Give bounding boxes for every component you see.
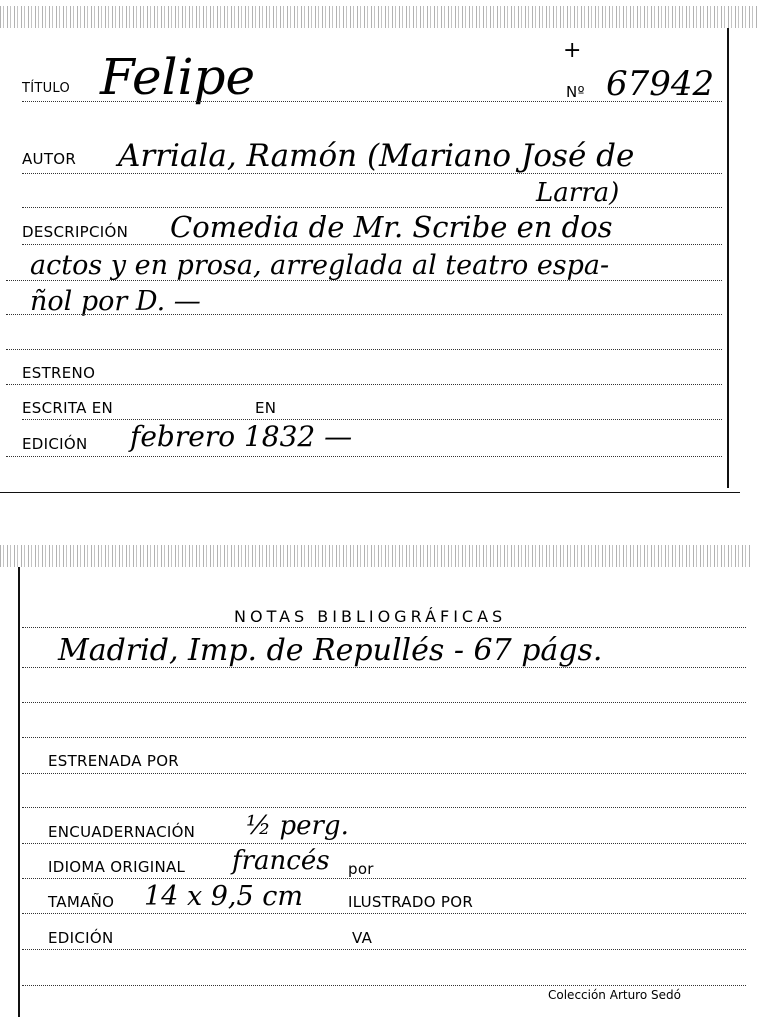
notas-bibliograficas-title: NOTAS BIBLIOGRÁFICAS [234,607,507,626]
estreno-label: ESTRENO [22,364,96,382]
escrita-en-rule [22,419,722,420]
descripcion-rule-1 [22,244,722,245]
estreno-rule [6,384,722,385]
edicion-rule [6,456,722,457]
card-top-edge-texture [0,6,759,28]
autor-value-line2: Larra) [536,178,620,208]
estrenada-por-label: ESTRENADA POR [48,752,180,770]
card-right-border [727,28,729,488]
por-label: por [348,860,374,878]
tamano-rule [22,913,746,914]
catalog-card-front [0,0,740,493]
card-top-edge-texture-2 [0,545,752,567]
notas-rule-3 [22,737,746,738]
catalog-card-back [0,545,752,1028]
notas-value: Madrid, Imp. de Repullés - 67 págs. [58,633,603,668]
autor-label: AUTOR [22,150,77,168]
notas-rule-1 [22,667,746,668]
blank-rule [22,807,746,808]
descripcion-rule-4 [6,349,722,350]
autor-rule [22,173,722,174]
titulo-rule [22,101,722,102]
estrenada-por-rule [22,773,746,774]
escrita-en-label: ESCRITA EN [22,399,114,417]
tamano-label: TAMAÑO [48,893,115,911]
ilustrado-por-label: ILUSTRADO POR [348,893,474,911]
autor-value-line1: Arriala, Ramón (Mariano José de [118,138,635,174]
idioma-original-value: francés [232,846,330,876]
en-label: EN [255,399,277,417]
notas-rule-0 [22,627,746,628]
encuadernacion-label: ENCUADERNACIÓN [48,823,196,841]
cross-mark: + [563,38,582,63]
descripcion-rule-3 [6,314,722,315]
tamano-value: 14 x 9,5 cm [144,881,303,912]
idioma-original-label: IDIOMA ORIGINAL [48,858,186,876]
encuadernacion-rule [22,843,746,844]
collection-footer: Colección Arturo Sedó [548,988,681,1002]
titulo-value: Felipe [100,48,256,106]
va-label: VA [352,929,373,947]
autor-rule-2 [22,207,722,208]
idioma-rule [22,878,746,879]
descripcion-line3: ñol por D. — [30,286,201,317]
edicion-label-2: EDICIÓN [48,929,114,947]
descripcion-line2: actos y en prosa, arreglada al teatro espa- [30,250,610,281]
bottom-rule [22,985,746,986]
titulo-label: TÍTULO [22,81,71,96]
notas-rule-2 [22,702,746,703]
descripcion-line1: Comedia de Mr. Scribe en dos [170,210,613,244]
edicion-rule-2 [22,949,746,950]
edicion-label: EDICIÓN [22,435,88,453]
edicion-value: febrero 1832 — [130,420,353,453]
descripcion-label: DESCRIPCIÓN [22,223,129,241]
numero-value: 67942 [606,64,715,104]
numero-label: Nº [566,83,585,101]
descripcion-rule-2 [6,280,722,281]
encuadernacion-value: ½ perg. [246,811,349,841]
card-left-border [18,567,20,1017]
